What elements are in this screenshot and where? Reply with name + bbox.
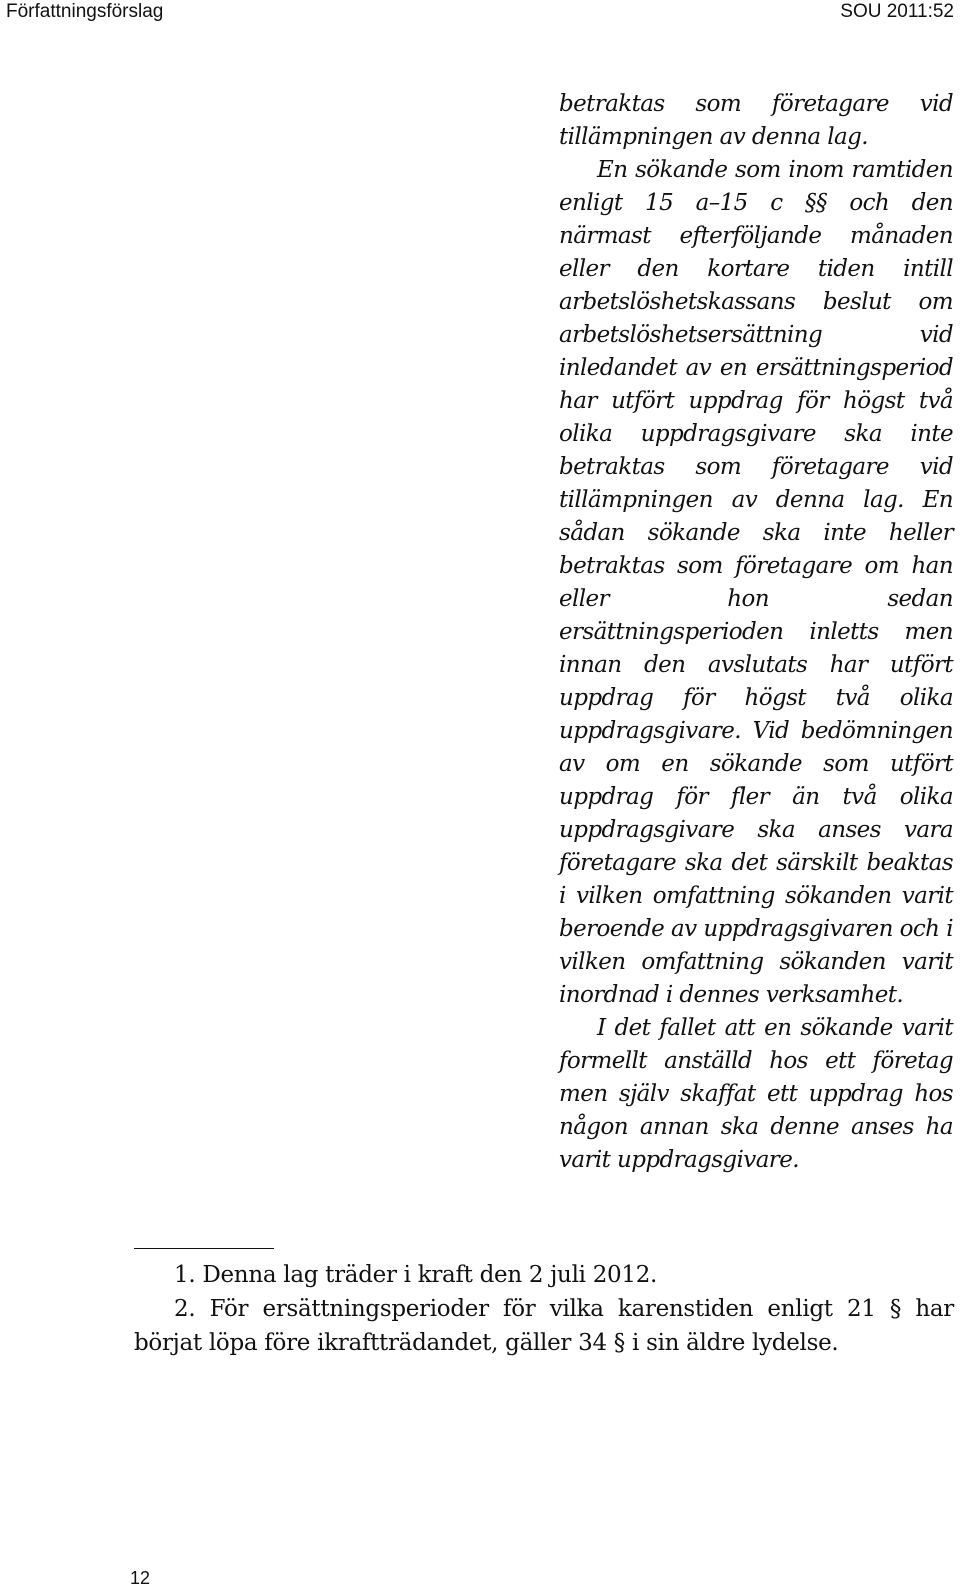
paragraph-formellt-anstalld: I det fallet att en sökande varit formellt anställd hos ett företag men själv skaffat ett uppdrag hos någon annan ska denne anses ha varit uppdragsgivare. [559, 1015, 953, 1173]
paragraph-continuation: betraktas som företagare vid tillämpningen av denna lag. [559, 91, 953, 150]
paragraph-sokande-uppdragsgivare: En sökande som inom ramtiden enligt 15 a–15 c §§ och den närmast efterföljande månaden eller den kortare tiden intill arbetslöshetskassans beslut om arbetslöshetsersättning vid inledandet av en ersättningsperiod har utfört uppdrag för högst två olika uppdragsgivare ska inte betraktas som företagare vid tillämpningen av denna lag. En sådan sökande ska inte heller betraktas som företagare om han eller hon sedan ersättningsperioden inletts men innan den avslutats har utfört uppdrag för högst två olika uppdragsgivare. Vid bedömningen av om en sökande som utfört uppdrag för fler än två olika uppdragsgivare ska anses vara företagare ska det särskilt beaktas i vilken omfattning sökanden varit beroende av uppdragsgivaren och i vilken omfattning sökanden varit inordnad i dennes verksamhet. [559, 157, 953, 1008]
running-header-title: Författningsförslag [6, 1, 164, 22]
page-number: 12 [130, 1568, 151, 1588]
running-header-report-number: SOU 2011:52 [840, 1, 954, 22]
footnote-1: 1. Denna lag träder i kraft den 2 juli 2012. [174, 1262, 658, 1288]
footnotes [134, 1258, 954, 1360]
statute-text-column [559, 88, 953, 1177]
footnote-separator [134, 1248, 274, 1249]
footnote-2: 2. För ersättningsperioder för vilka karenstiden enligt 21 § har börjat löpa före ikraftträdandet, gäller 34 § i sin äldre lydelse. [134, 1296, 954, 1356]
